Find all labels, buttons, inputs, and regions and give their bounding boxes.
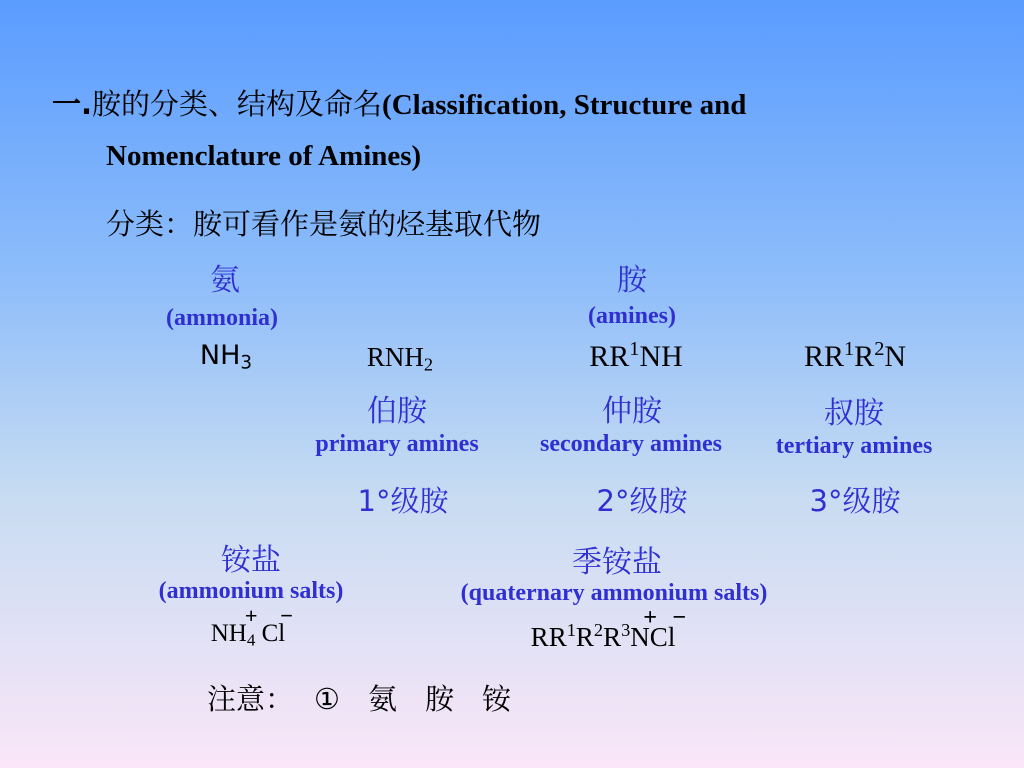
tertiary-degree: 3°级胺 [809, 484, 901, 518]
ammonium-salt-formula: $NH_4$ + Cl − [210, 603, 294, 650]
ammonia-en: (ammonia) [166, 305, 278, 331]
quaternary-salt-cn: 季铵盐 [572, 545, 662, 580]
note-word-ammonium: 铵 [482, 682, 512, 716]
primary-cn: 伯胺 [367, 394, 427, 429]
secondary-formula: $RR^1NH$ [589, 337, 683, 373]
heading-prefix: 一. [52, 87, 93, 121]
ammonium-salt-en: (ammonium salts) [158, 578, 344, 604]
secondary-cn: 仲胺 [602, 394, 662, 429]
note-word-ammonia: 氨 [368, 682, 398, 716]
classification-intro: 分类：胺可看作是氨的烃基取代物 [106, 207, 542, 241]
heading-en-line2: Nomenclature of Amines) [106, 140, 422, 172]
ammonia-formula: $NH_3$ [199, 340, 253, 374]
ammonium-salt-cn: 铵盐 [221, 543, 281, 578]
tertiary-en: tertiary amines [775, 433, 933, 459]
quaternary-salt-en: (quaternary ammonium salts) [460, 580, 768, 606]
note-word-amine: 胺 [425, 682, 455, 716]
primary-degree: 1°级胺 [357, 484, 449, 518]
note-label: 注意： [207, 682, 295, 716]
ammonia-cn: 氨 [210, 263, 240, 298]
secondary-degree: 2°级胺 [596, 484, 688, 518]
secondary-en: secondary amines [540, 431, 722, 457]
quaternary-salt-formula: $RR^1R^2R^3N$ + Cl − [530, 603, 687, 652]
slide-heading [52, 82, 746, 123]
tertiary-cn: 叔胺 [824, 396, 884, 431]
heading-cn: 胺的分类、结构及命名 [92, 87, 383, 121]
primary-en: primary amines [315, 431, 479, 457]
amines-cn: 胺 [617, 263, 647, 298]
note-circle-number: ① [314, 682, 341, 716]
note-line [207, 677, 511, 718]
primary-formula: $RNH_2$ [366, 342, 434, 375]
tertiary-formula: $RR^1R^2N$ [803, 337, 907, 373]
amines-en: (amines) [588, 303, 676, 329]
heading-en-line1: (Classification, Structure and [382, 89, 747, 121]
